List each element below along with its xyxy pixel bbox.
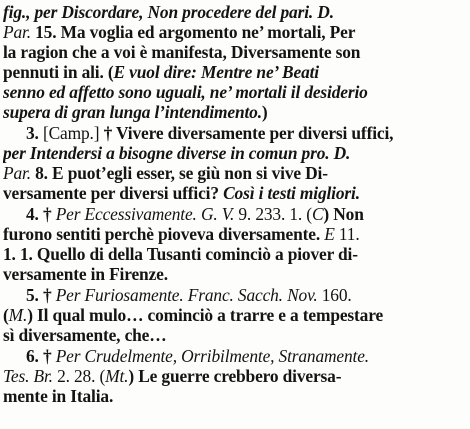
citation-source: M. <box>8 305 28 325</box>
citation-source: D. <box>329 143 351 163</box>
citation-source: Par. <box>3 163 31 183</box>
entry-line <box>3 143 467 163</box>
parenthesis: ( <box>3 305 9 325</box>
definition-text: per Intendersi a bisogne diverse in comun pro. <box>3 143 330 163</box>
sense-number: 5. <box>26 285 39 305</box>
entry-line <box>3 22 467 42</box>
quotation-text: ) Il qual mulo… cominciò a trarre e a tempestare <box>27 305 384 325</box>
cross-mark: † <box>38 204 56 224</box>
quotation-text: ) Non <box>323 204 364 224</box>
quotation-text: la ragion che a voi è manifesta, Diversamente son <box>3 42 361 62</box>
entry-line <box>3 2 467 22</box>
sense-headword: Vivere diversamente per diversi uffici, <box>116 123 394 143</box>
citation-ref: 2. 28. ( <box>52 366 106 386</box>
citation-ref: 9. 233. 1. ( <box>234 204 312 224</box>
citation-source: Tes. Br. <box>3 366 53 386</box>
cross-mark: † <box>38 285 56 305</box>
parenthesis: ) <box>261 102 268 122</box>
citation-source: E <box>320 224 335 244</box>
citation-source: D. <box>313 2 334 22</box>
quotation-text: sì diversamente, che… <box>3 325 167 345</box>
commentary-text: Così i testi migliori. <box>218 183 360 203</box>
sense-number: 4. <box>26 204 39 224</box>
commentary-text: supera di gran lunga l’intendimento. <box>3 102 262 122</box>
source-tag: [Camp.] <box>38 123 104 143</box>
commentary-text: senno ed affetto sono uguali, ne’ mortali il desiderio <box>3 82 368 102</box>
citation-source: Par. <box>3 22 31 42</box>
entry-line <box>3 163 467 183</box>
sense-heading-3 <box>26 123 467 143</box>
definition-text: Per Crudelmente, Orribilmente, Stranamente. <box>55 346 369 366</box>
citation-source: Mt. <box>105 366 129 386</box>
quotation-text: pennuti in ali. <box>3 62 104 82</box>
definition-text: Per Eccessivamente. <box>55 204 197 224</box>
quotation-text: versamente per diversi uffici? <box>3 183 219 203</box>
sense-number: 3. <box>26 123 39 143</box>
cross-mark: † <box>38 346 56 366</box>
entry-line <box>3 183 467 203</box>
entry-line <box>3 62 467 82</box>
sense-heading-6 <box>26 346 467 366</box>
entry-line <box>3 102 467 122</box>
quotation-text: furono sentiti perchè pioveva diversamente. <box>3 224 321 244</box>
quotation-text: mente in Italia. <box>3 386 114 406</box>
citation-ref: 11. <box>334 224 360 244</box>
entry-line <box>3 366 467 386</box>
entry-line <box>3 305 467 325</box>
quotation-text: versamente in Firenze. <box>3 264 168 284</box>
quotation-text: 15. Ma voglia ed argomento ne’ mortali, Per <box>30 22 356 42</box>
sense-number: 6. <box>26 346 39 366</box>
quotation-text: 8. E puot’egli esser, se giù non si vive Di- <box>30 163 328 183</box>
commentary-text: E vuol dire: Mentre ne’ Beati <box>113 62 319 82</box>
citation-ref: 160. <box>317 285 352 305</box>
definition-text: fig., per Discordare, Non procedere del pari. <box>3 2 314 22</box>
citation-source: Franc. Sacch. Nov. <box>183 285 318 305</box>
citation-source: C <box>311 204 324 224</box>
sense-heading-4 <box>26 204 467 224</box>
definition-text: Per Furiosamente. <box>55 285 184 305</box>
parenthesis: ( <box>103 62 114 82</box>
cross-mark: † <box>103 123 117 143</box>
entry-line <box>3 224 467 244</box>
quotation-text: ) Le guerre crebbero diversa- <box>128 366 342 386</box>
quotation-text: 1. 1. Quello di della Tusanti cominciò a piover di- <box>3 244 358 264</box>
sense-heading-5 <box>26 285 467 305</box>
citation-source: G. V. <box>196 204 235 224</box>
